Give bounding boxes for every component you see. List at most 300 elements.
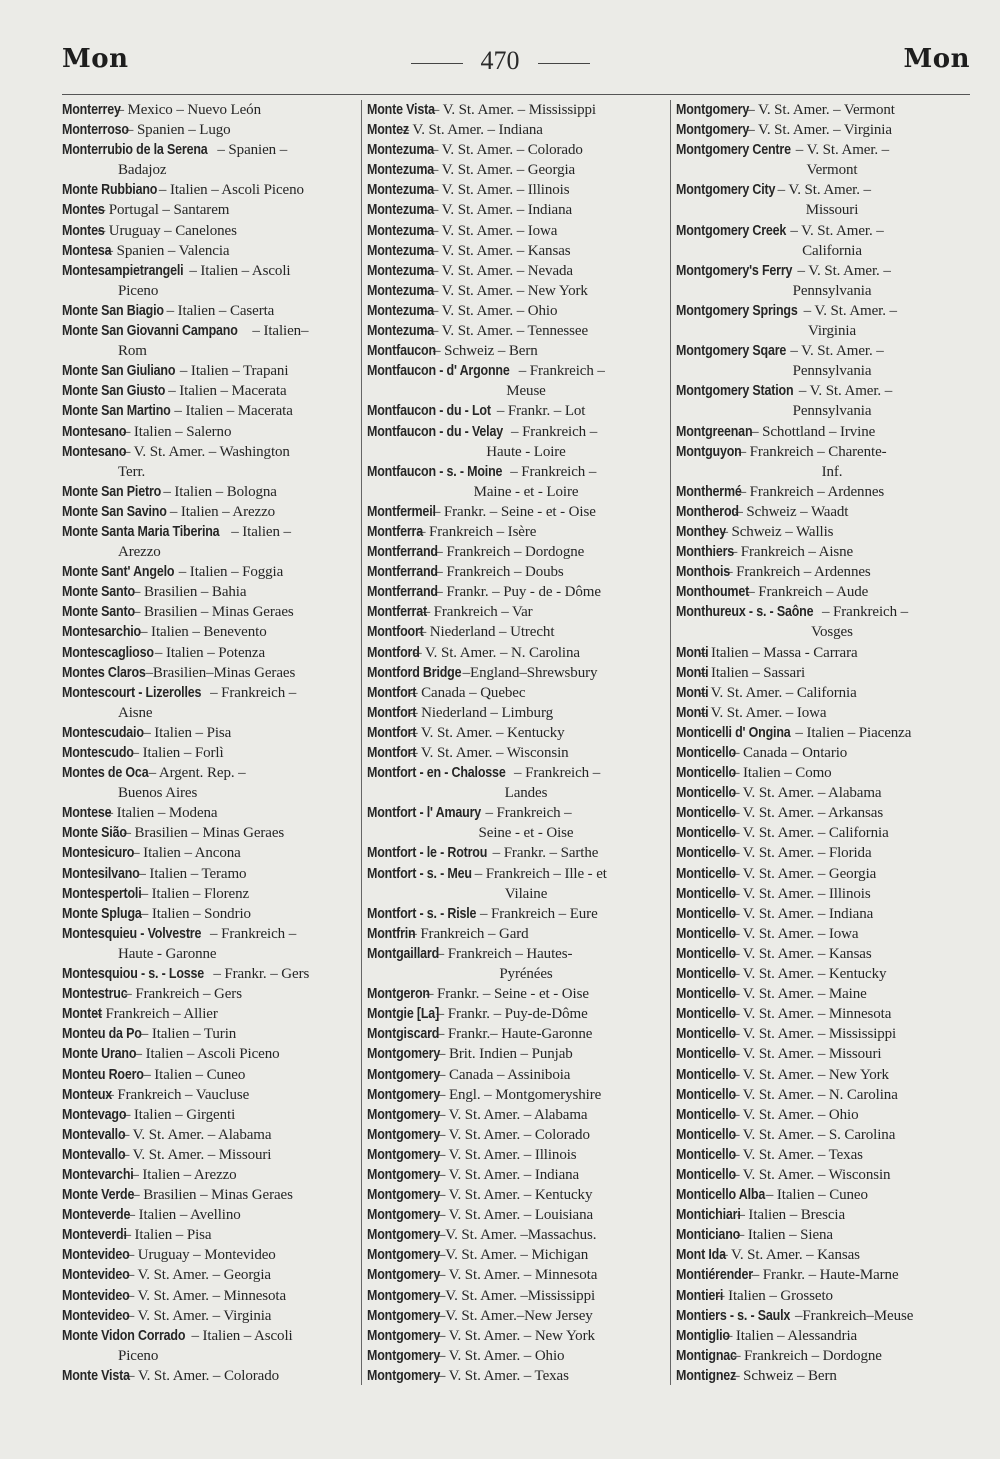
entry-location-continued: California bbox=[802, 242, 862, 259]
gazetteer-entry bbox=[676, 442, 968, 482]
entry-location-continued: Pennsylvania bbox=[792, 363, 872, 380]
entry-name: Montgeron bbox=[367, 986, 430, 1003]
entry-name: Monticello bbox=[676, 1106, 736, 1123]
entry-location: – V. St. Amer. – Texas bbox=[437, 1367, 569, 1384]
gazetteer-entry bbox=[367, 522, 665, 542]
entry-name: Montiers - s. - Saulx bbox=[676, 1307, 791, 1324]
gazetteer-entry bbox=[676, 703, 968, 723]
entry-location: – Italien – Bologna bbox=[163, 483, 277, 500]
dash-right bbox=[538, 63, 590, 64]
gazetteer-entry bbox=[676, 964, 968, 984]
entry-name: Monticello Alba bbox=[676, 1187, 766, 1204]
gazetteer-entry bbox=[62, 1245, 356, 1265]
entry-location: – V. St. Amer. – N. Carolina bbox=[731, 1086, 898, 1103]
gazetteer-entry bbox=[62, 100, 356, 120]
entry-name: Montezuma bbox=[367, 202, 435, 219]
entry-name: Monticello bbox=[676, 1086, 736, 1103]
entry-location: – Frankreich – Dordogne bbox=[435, 544, 585, 561]
entry-location: – Schweiz – Bern bbox=[433, 343, 538, 360]
entry-location: – Frankreich – Dordogne bbox=[732, 1347, 882, 1364]
entry-location: – Italien – bbox=[231, 523, 291, 540]
entry-name: Monte Sião bbox=[62, 825, 127, 842]
entry-name: Mont Ida bbox=[676, 1247, 726, 1264]
gazetteer-entry bbox=[676, 1326, 968, 1346]
entry-location: – V. St. Amer. – Georgia bbox=[731, 865, 877, 882]
entry-name: Monticello bbox=[676, 1166, 736, 1183]
column-divider-1 bbox=[361, 100, 362, 1385]
entry-location: – Frankreich – bbox=[210, 684, 297, 701]
entry-location-continued: Piceno bbox=[118, 1347, 159, 1364]
entry-name: Montford Bridge bbox=[367, 664, 462, 681]
entry-name: Montferra bbox=[367, 523, 423, 540]
entry-location: – Italien – Foggia bbox=[178, 564, 284, 581]
gazetteer-entry bbox=[367, 160, 665, 180]
gazetteer-entry bbox=[367, 683, 665, 703]
gazetteer-entry bbox=[62, 904, 356, 924]
entry-name: Montezuma bbox=[367, 182, 435, 199]
entry-location: – Brasilien – Minas Geraes bbox=[132, 1187, 293, 1204]
entry-location: – Frankreich – Isère bbox=[417, 523, 537, 540]
entry-name: Monticello bbox=[676, 986, 736, 1003]
entry-name: Montgomery bbox=[676, 102, 750, 118]
entry-name: Montes de Oca bbox=[62, 765, 149, 782]
entry-name: Montgomery bbox=[367, 1126, 441, 1143]
entry-location: – Italien – Pisa bbox=[123, 1227, 212, 1244]
entry-name: Montferrat bbox=[367, 604, 427, 621]
entry-location: – V. St. Amer. – California bbox=[731, 825, 889, 842]
entry-location: – Frankreich – bbox=[518, 363, 605, 380]
gazetteer-entry bbox=[62, 602, 356, 622]
entry-location: – V. St. Amer. – Colorado bbox=[430, 142, 583, 159]
entry-name: Monthermé bbox=[676, 483, 742, 500]
entry-name: Montevideo bbox=[62, 1247, 130, 1264]
gazetteer-entry bbox=[676, 522, 968, 542]
entry-location: – V. St. Amer. – Minnesota bbox=[731, 1006, 892, 1023]
entry-location: –V. St. Amer. –Mississippi bbox=[437, 1287, 596, 1304]
entry-name: Monticello bbox=[676, 745, 736, 761]
gazetteer-entry bbox=[367, 140, 665, 160]
entry-location-continued: Pyrénées bbox=[499, 966, 553, 983]
entry-location-continued: Missouri bbox=[805, 202, 859, 219]
gazetteer-entry bbox=[62, 1044, 356, 1064]
gazetteer-entry bbox=[62, 1306, 356, 1326]
entry-location: – V. St. Amer. – Tennessee bbox=[430, 323, 589, 340]
entry-location: – V. St. Amer. – Florida bbox=[731, 845, 872, 862]
entry-name: Monticello bbox=[676, 785, 736, 802]
gazetteer-entry bbox=[367, 542, 665, 562]
entry-location: – Frankreich – bbox=[821, 604, 909, 621]
entry-location-continued: Inf. bbox=[821, 463, 843, 480]
entry-location: – Uruguay – Canelones bbox=[97, 222, 237, 239]
gazetteer-entry bbox=[62, 864, 356, 884]
gazetteer-entry bbox=[62, 763, 356, 803]
entry-name: Monteu Roero bbox=[62, 1066, 144, 1083]
entry-location: – Frankr. – Sarthe bbox=[492, 845, 599, 862]
gazetteer-entry bbox=[676, 1044, 968, 1064]
gazetteer-entry bbox=[676, 1245, 968, 1265]
entry-location: – V. St. Amer. – Kentucky bbox=[410, 724, 565, 741]
entry-location: – Frankreich – bbox=[514, 765, 601, 782]
entry-name: Monticello bbox=[676, 1046, 736, 1063]
entry-name: Montgomery bbox=[367, 1106, 441, 1123]
entry-name: Montgomery bbox=[367, 1367, 441, 1384]
gazetteer-entry bbox=[367, 562, 665, 582]
entry-location: – Frankreich – Aude bbox=[747, 584, 869, 601]
gazetteer-entry bbox=[676, 120, 968, 140]
gazetteer-entry bbox=[62, 1145, 356, 1165]
gazetteer-entry bbox=[676, 783, 968, 803]
gazetteer-entry bbox=[367, 1225, 665, 1245]
gazetteer-entry bbox=[62, 180, 356, 200]
gazetteer-entry bbox=[62, 1326, 356, 1366]
gazetteer-entry bbox=[676, 1165, 968, 1185]
entry-location: – Frankreich – Hautes- bbox=[436, 945, 573, 962]
gazetteer-entry bbox=[367, 743, 665, 763]
entry-name: Montevideo bbox=[62, 1267, 130, 1284]
gazetteer-entry bbox=[367, 803, 665, 843]
entry-name: Montfaucon bbox=[367, 343, 436, 360]
entry-location: – Italien – Alessandria bbox=[724, 1327, 858, 1344]
gazetteer-entry bbox=[62, 1185, 356, 1205]
gazetteer-entry bbox=[676, 723, 968, 743]
entry-name: Monticello bbox=[676, 865, 736, 882]
entry-name: Montescudaio bbox=[62, 724, 144, 741]
entry-location: – Frankreich – Ardennes bbox=[738, 483, 885, 500]
gazetteer-entry bbox=[676, 643, 968, 663]
gazetteer-entry bbox=[62, 321, 356, 361]
entry-location: – Schweiz – Bern bbox=[732, 1367, 837, 1384]
gazetteer-entry bbox=[62, 1004, 356, 1024]
entry-name: Montfoort bbox=[367, 624, 424, 641]
entry-location: – Frankr. – Puy - de - Dôme bbox=[435, 584, 601, 601]
entry-name: Montevideo bbox=[62, 1287, 130, 1304]
gazetteer-entry bbox=[62, 261, 356, 301]
entry-name: Montgomery bbox=[367, 1307, 441, 1324]
gazetteer-entry bbox=[367, 703, 665, 723]
gazetteer-entry bbox=[676, 1125, 968, 1145]
entry-location-continued: Badajoz bbox=[118, 162, 167, 179]
entry-location: – V. St. Amer. – bbox=[798, 383, 893, 400]
entry-location: – V. St. Amer. – Kansas bbox=[430, 242, 571, 259]
entry-location: – V. St. Amer. – Indiana bbox=[731, 905, 874, 922]
gazetteer-entry bbox=[367, 261, 665, 281]
gazetteer-entry bbox=[676, 261, 968, 301]
entry-name: Monte Sant' Angelo bbox=[62, 564, 175, 581]
entry-name: Montezuma bbox=[367, 162, 435, 179]
gazetteer-entry bbox=[62, 1125, 356, 1145]
entry-location: – V. St. Amer. – Alabama bbox=[731, 785, 882, 802]
entry-location: – Schottland – Irvine bbox=[751, 423, 876, 440]
column-2 bbox=[367, 100, 665, 1386]
entry-location: – Frankreich – Allier bbox=[94, 1006, 218, 1023]
entry-location: – V. St. Amer. – Nevada bbox=[430, 262, 573, 279]
gazetteer-entry bbox=[367, 1024, 665, 1044]
gazetteer-entry bbox=[367, 1185, 665, 1205]
gazetteer-entry bbox=[676, 301, 968, 341]
entry-location: – Frankr.– Haute-Garonne bbox=[436, 1026, 593, 1043]
entry-location-continued: Vilaine bbox=[504, 885, 548, 902]
gazetteer-entry bbox=[676, 1346, 968, 1366]
gazetteer-entry bbox=[367, 1085, 665, 1105]
gazetteer-entry bbox=[367, 281, 665, 301]
entry-name: Montescudo bbox=[62, 745, 134, 761]
entry-location: – V. St. Amer. – Wisconsin bbox=[731, 1166, 891, 1183]
entry-location: – V. St. Amer. – Iowa bbox=[731, 925, 859, 942]
entry-location: – Canada – Assiniboia bbox=[437, 1066, 571, 1083]
entry-location: – V. St. Amer. – Illinois bbox=[731, 885, 871, 902]
entry-name: Montezuma bbox=[367, 262, 435, 279]
entry-name: Monticello bbox=[676, 1026, 736, 1043]
entry-name: Monterroso bbox=[62, 122, 129, 139]
entry-name: Montgomery bbox=[676, 122, 750, 139]
entry-location-continued: Arezzo bbox=[118, 544, 161, 561]
entry-location-continued: Aisne bbox=[118, 704, 153, 721]
entry-location: – Italien – Modena bbox=[105, 805, 218, 822]
gazetteer-entry bbox=[367, 200, 665, 220]
column-1 bbox=[62, 100, 356, 1386]
entry-name: Montezuma bbox=[367, 142, 435, 159]
entry-location: – Frankreich – bbox=[210, 925, 297, 942]
entry-name: Monte San Giovanni Campano bbox=[62, 323, 238, 340]
entry-name: Monticello bbox=[676, 1006, 736, 1023]
entry-name: Monte Santo bbox=[62, 604, 135, 621]
gazetteer-entry bbox=[62, 663, 356, 683]
gazetteer-entry bbox=[676, 1105, 968, 1125]
entry-location: – V. St. Amer. – New York bbox=[731, 1066, 889, 1083]
entry-location: – V. St. Amer. – bbox=[795, 142, 890, 159]
entry-location: – V. St. Amer. – Kentucky bbox=[437, 1187, 593, 1204]
entry-name: Montfrin bbox=[367, 925, 416, 942]
entry-location: – Italien – Brescia bbox=[737, 1207, 846, 1224]
gazetteer-entry bbox=[367, 1165, 665, 1185]
running-head bbox=[0, 38, 1000, 88]
entry-name: Montesilvano bbox=[62, 865, 140, 882]
gazetteer-entry bbox=[367, 462, 665, 502]
gazetteer-entry bbox=[676, 743, 968, 763]
entry-name: Montgaillard bbox=[367, 945, 440, 962]
gazetteer-entry bbox=[62, 502, 356, 522]
gazetteer-entry bbox=[676, 562, 968, 582]
header-left-word: Mon bbox=[62, 44, 129, 74]
entry-location: – V. St. Amer. – Missouri bbox=[121, 1146, 272, 1163]
entry-location: – Frankr. – Seine - et - Oise bbox=[425, 986, 589, 1003]
gazetteer-entry bbox=[62, 140, 356, 180]
entry-location: – V. St. Amer. – Wisconsin bbox=[410, 745, 569, 761]
entry-name: Monticello bbox=[676, 825, 736, 842]
entry-location-continued: Meuse bbox=[506, 383, 546, 400]
entry-location: – Niederland – Utrecht bbox=[418, 624, 555, 641]
entry-location: – Italien – Cuneo bbox=[765, 1187, 868, 1204]
entry-name: Montgomery's Ferry bbox=[676, 262, 793, 279]
gazetteer-entry bbox=[676, 944, 968, 964]
entry-location: – Italien – Benevento bbox=[140, 624, 267, 641]
entry-name: Montgreenan bbox=[676, 423, 753, 440]
gazetteer-entry bbox=[62, 964, 356, 984]
entry-name: Monticello bbox=[676, 945, 736, 962]
gazetteer-entry bbox=[367, 643, 665, 663]
gazetteer-entry bbox=[62, 522, 356, 562]
gazetteer-entry bbox=[62, 683, 356, 723]
entry-location: – Italien– bbox=[252, 323, 309, 340]
entry-location: – Italien – Arezzo bbox=[131, 1166, 237, 1183]
entry-location: – Frankreich – Eure bbox=[479, 905, 598, 922]
entry-name: Montignac bbox=[676, 1347, 737, 1364]
entry-location-continued: Seine - et - Oise bbox=[478, 825, 574, 842]
gazetteer-entry bbox=[367, 843, 665, 863]
gazetteer-entry bbox=[62, 200, 356, 220]
entry-name: Monte Santa Maria Tiberina bbox=[62, 523, 220, 540]
gazetteer-entry bbox=[676, 1286, 968, 1306]
entry-location: – Spanien – Valencia bbox=[105, 242, 230, 259]
entry-name: Montgomery bbox=[367, 1227, 441, 1244]
gazetteer-entry bbox=[62, 622, 356, 642]
entry-location: – V. St. Amer. – Kansas bbox=[731, 945, 872, 962]
entry-name: Montgomery bbox=[367, 1066, 441, 1083]
entry-name: Montfort - le - Rotrou bbox=[367, 845, 488, 862]
gazetteer-entry bbox=[62, 381, 356, 401]
entry-name: Montesquieu - Volvestre bbox=[62, 925, 202, 942]
gazetteer-entry bbox=[62, 361, 356, 381]
entry-name: Montgomery bbox=[367, 1187, 441, 1204]
gazetteer-entry bbox=[676, 381, 968, 421]
gazetteer-entry bbox=[676, 1265, 968, 1285]
entry-location: – V. St. Amer. – New York bbox=[430, 282, 588, 299]
gazetteer-entry bbox=[367, 984, 665, 1004]
gazetteer-entry bbox=[367, 763, 665, 803]
entry-location: – Frankreich – Vaucluse bbox=[106, 1086, 250, 1103]
entry-name: Montgie [La] bbox=[367, 1006, 440, 1023]
gazetteer-entry bbox=[62, 221, 356, 241]
entry-name: Monthureux - s. - Saône bbox=[676, 604, 814, 621]
entry-name: Montgomery bbox=[367, 1046, 441, 1063]
entry-name: Montesicuro bbox=[62, 845, 135, 862]
gazetteer-entry bbox=[367, 1286, 665, 1306]
gazetteer-entry bbox=[62, 1065, 356, 1085]
entry-name: Monticello bbox=[676, 765, 736, 782]
gazetteer-entry bbox=[367, 944, 665, 984]
entry-location: – Italien – Teramo bbox=[138, 865, 247, 882]
entry-location: – Italien – Avellino bbox=[127, 1207, 241, 1224]
entry-location: – Frankreich – Var bbox=[422, 604, 533, 621]
entry-location: – V. St. Amer. – California bbox=[699, 684, 857, 701]
entry-location: – Frankreich – Gers bbox=[124, 986, 242, 1003]
gazetteer-entry bbox=[62, 823, 356, 843]
entry-location: – Engl. – Montgomeryshire bbox=[437, 1086, 602, 1103]
gazetteer-entry bbox=[367, 1004, 665, 1024]
entry-name: Montfort - s. - Meu bbox=[367, 865, 472, 882]
entry-name: Montfort bbox=[367, 724, 417, 741]
entry-location: – Italien – Macerata bbox=[174, 403, 293, 420]
gazetteer-entry bbox=[62, 401, 356, 421]
entry-location: – V. St. Amer. – Missouri bbox=[731, 1046, 882, 1063]
gazetteer-entry bbox=[62, 743, 356, 763]
entry-name: Montfaucon - du - Lot bbox=[367, 403, 491, 420]
gazetteer-entry bbox=[367, 221, 665, 241]
gazetteer-entry bbox=[62, 562, 356, 582]
entry-location-continued: Buenos Aires bbox=[118, 785, 198, 802]
entry-name: Monte Vista bbox=[62, 1367, 130, 1384]
entry-location: – Italien – Sassari bbox=[699, 664, 806, 681]
gazetteer-entry bbox=[676, 663, 968, 683]
entry-name: Montgomery bbox=[367, 1207, 441, 1224]
entry-name: Montezuma bbox=[367, 323, 435, 340]
entry-location: – Italien – Arezzo bbox=[169, 503, 276, 520]
gazetteer-entry bbox=[367, 1346, 665, 1366]
gazetteer-entry bbox=[367, 1366, 665, 1386]
entry-name: Montesquiou - s. - Losse bbox=[62, 966, 205, 983]
entry-name: Monte San Martino bbox=[62, 403, 171, 420]
entry-name: Montgomery Sqare bbox=[676, 343, 787, 360]
entry-location: – Schweiz – Waadt bbox=[735, 503, 849, 520]
entry-name: Monticello bbox=[676, 885, 736, 902]
entry-location: – Italien – Grosseto bbox=[717, 1287, 833, 1304]
entry-location: – Frankreich – Ille - et bbox=[474, 865, 607, 882]
entry-location: – V. St. Amer. – Minnesota bbox=[126, 1287, 287, 1304]
entry-location: – V. St. Amer. – Mississippi bbox=[731, 1026, 897, 1043]
entry-location: – V. St. Amer. – bbox=[790, 343, 884, 360]
entry-location: – Frankr. – Lot bbox=[496, 403, 586, 420]
entry-location: – V. St. Amer. – bbox=[777, 182, 871, 199]
gazetteer-entry bbox=[676, 221, 968, 261]
entry-name: Monte San Pietro bbox=[62, 483, 162, 500]
entry-location: – Italien – Ancona bbox=[132, 845, 241, 862]
gazetteer-entry bbox=[367, 301, 665, 321]
entry-location: – V. St. Amer. – Indiana bbox=[437, 1166, 580, 1183]
entry-location: – Mexico – Nuevo León bbox=[116, 102, 261, 118]
entry-name: Montevallo bbox=[62, 1146, 126, 1163]
entry-name: Montevallo bbox=[62, 1126, 126, 1143]
entry-name: Montferrand bbox=[367, 564, 438, 581]
entry-name: Monticello bbox=[676, 925, 736, 942]
entry-name: Montfaucon - du - Velay bbox=[367, 423, 504, 440]
gazetteer-entry bbox=[676, 1205, 968, 1225]
entry-name: Montgomery Station bbox=[676, 383, 794, 400]
gazetteer-entry bbox=[676, 884, 968, 904]
entry-location: – Italien – Turin bbox=[140, 1026, 237, 1043]
entry-location: – V. St. Amer. – Mississippi bbox=[431, 102, 596, 118]
gazetteer-entry bbox=[676, 1085, 968, 1105]
entry-name: Montfort bbox=[367, 745, 417, 761]
entry-location: – V. St. Amer. – Virginia bbox=[126, 1307, 272, 1324]
entry-location: – V. St. Amer. – Minnesota bbox=[437, 1267, 598, 1284]
entry-location: – Frankreich – Doubs bbox=[435, 564, 564, 581]
entry-location: – Italien – Cuneo bbox=[143, 1066, 246, 1083]
entry-location: – Frankr. – Seine - et - Oise bbox=[432, 503, 596, 520]
entry-location: – V. St. Amer. – Illinois bbox=[430, 182, 570, 199]
entry-name: Montiérender bbox=[676, 1267, 753, 1284]
entry-location: – V. St. Amer. – Ohio bbox=[430, 302, 558, 319]
entry-location-continued: Piceno bbox=[118, 282, 159, 299]
entry-name: Montgomery bbox=[367, 1146, 441, 1163]
entry-location: – Italien – Florenz bbox=[140, 885, 250, 902]
header-right-word: Mon bbox=[903, 44, 970, 74]
entry-location: – Frankreich – Charente- bbox=[738, 443, 887, 460]
entry-name: Monti bbox=[676, 684, 709, 701]
entry-location: – Italien – Ascoli bbox=[189, 262, 291, 279]
entry-name: Montescaglioso bbox=[62, 644, 154, 661]
entry-name: Montezuma bbox=[367, 222, 435, 239]
entry-location: –England–Shrewsbury bbox=[462, 664, 598, 681]
entry-location: – Brasilien – Bahia bbox=[132, 584, 247, 601]
entry-name: Montfort bbox=[367, 684, 417, 701]
entry-location: – Italien – Ascoli Piceno bbox=[134, 1046, 280, 1063]
gazetteer-entry bbox=[62, 884, 356, 904]
entry-location: – Italien – Sondrio bbox=[140, 905, 251, 922]
gazetteer-entry bbox=[367, 1205, 665, 1225]
entry-name: Montfaucon - s. - Moine bbox=[367, 463, 503, 480]
gazetteer-entry bbox=[676, 843, 968, 863]
entry-name: Monthey bbox=[676, 523, 727, 540]
